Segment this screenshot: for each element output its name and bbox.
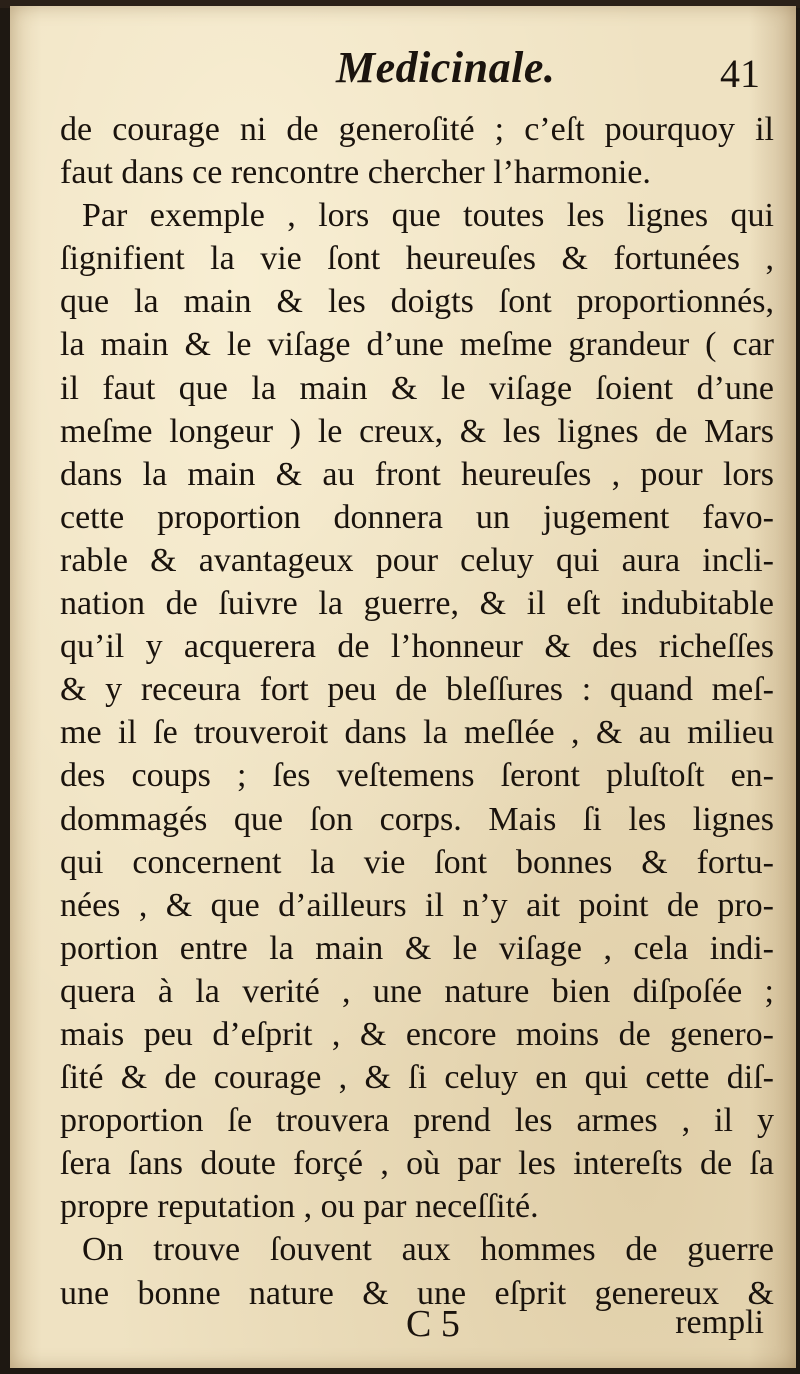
running-head [56, 42, 768, 100]
text-line: portion entre la main & le viſage , cela indi- [60, 929, 774, 967]
text-line: nées , & que d’ailleurs il n’y ait point de pro- [60, 886, 774, 924]
text-line: ſera ſans doute forçé , où par les intereſts de ſa [60, 1145, 774, 1183]
text-line: qu’il y acquerera de l’honneur & des richeſſes [60, 628, 774, 666]
signature-mark: C 5 [406, 1303, 460, 1345]
text-line: proportion ſe trouvera prend les armes , il y [60, 1102, 774, 1140]
text-line: que la main & les doigts ſont proportionnés, [60, 283, 774, 321]
text-line: On trouve ſouvent aux hommes de guerre [82, 1231, 774, 1269]
text-line: la main & le viſage d’une meſme grandeur ( car [60, 326, 774, 364]
text-line: ſignifient la vie ſont heureuſes & fortunées , [60, 240, 774, 278]
text-line: & y receura fort peu de bleſſures : quand meſ- [60, 671, 774, 709]
text-line: me il ſe trouveroit dans la meſlée , & au milieu [60, 714, 774, 752]
text-line: Par exemple , lors que toutes les lignes qui [82, 197, 774, 235]
text-line: dommagés que ſon corps. Mais ſi les lignes [60, 800, 774, 838]
text-line: quera à la verité , une nature bien diſpoſée ; [60, 972, 774, 1010]
header-title: Medicinale. [336, 43, 556, 92]
text-line: meſme longeur ) le creux, & les lignes de Mars [60, 412, 774, 450]
text-line: rable & avantageux pour celuy qui aura incli- [60, 541, 774, 579]
text-line: faut dans ce rencontre chercher l’harmonie. [60, 154, 651, 192]
text-line: de courage ni de generoſité ; c’eſt pourquoy il [60, 111, 774, 148]
page-footer [60, 1302, 774, 1348]
text-line: mais peu d’eſprit , & encore moins de genero- [60, 1015, 774, 1053]
text-line: qui concernent la vie ſont bonnes & fortu- [60, 843, 774, 881]
text-line: ſité & de courage , & ſi celuy en qui cette diſ- [60, 1059, 774, 1097]
text-line: des coups ; ſes veſtemens ſeront pluſtoſt en- [60, 757, 774, 795]
text-line: cette proportion donnera un jugement favo- [60, 498, 774, 536]
text-line: propre reputation , ou par neceſſité. [60, 1188, 539, 1226]
text-line: il faut que la main & le viſage ſoient d’une [60, 369, 774, 407]
text-line: nation de ſuivre la guerre, & il eſt indubitable [60, 585, 774, 623]
text-line: dans la main & au front heureuſes , pour lors [60, 455, 774, 493]
text-line: une bonne nature & une eſprit genereux & [60, 1274, 774, 1312]
catchword: rempli [675, 1304, 764, 1341]
body-text [60, 108, 774, 1315]
page-number: 41 [720, 51, 760, 96]
